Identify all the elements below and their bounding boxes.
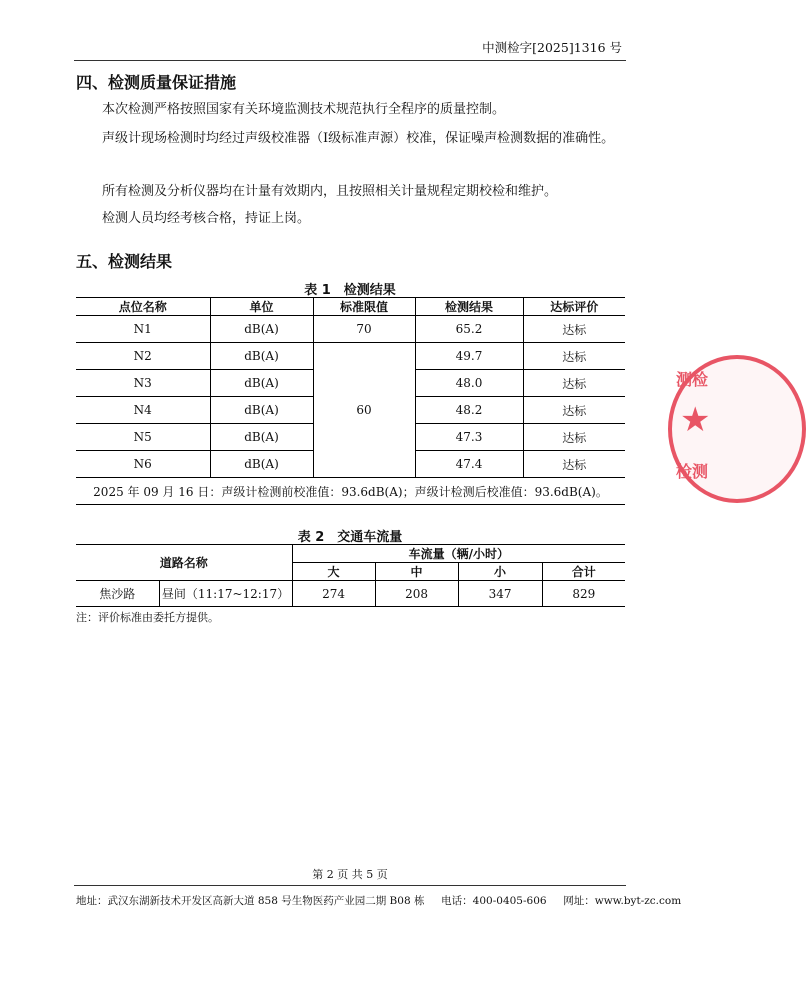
footer-address: 地址：武汉东湖新技术开发区高新大道 858 号生物医药产业园二期 B08 栋 [76, 895, 425, 907]
result-cell: 48.2 [415, 397, 523, 424]
results-table [76, 297, 625, 505]
col-header-large: 大 [292, 563, 375, 581]
result-cell: 47.3 [415, 424, 523, 451]
footer-website: 网址：www.byt-zc.com [563, 895, 682, 907]
limit-cell: 60 [313, 343, 415, 478]
evaluation-cell: 达标 [523, 397, 625, 424]
point-cell: N2 [76, 343, 210, 370]
page-number: 第 2 页 共 5 页 [312, 868, 388, 881]
col-header-result: 检测结果 [415, 298, 523, 316]
table-row [76, 343, 625, 370]
section-4-title: 四、检测质量保证措施 [76, 73, 237, 92]
table-header-row [76, 298, 625, 316]
footer-phone: 电话：400-0405-606 [441, 895, 547, 907]
unit-cell: dB(A) [210, 370, 313, 397]
official-seal [668, 355, 806, 503]
road-name-header: 道路名称 [76, 545, 292, 581]
col-header-unit: 单位 [210, 298, 313, 316]
seal-text-bottom: 检测 [676, 462, 709, 481]
header-divider [74, 60, 626, 61]
table-header-row [76, 545, 625, 563]
result-cell: 47.4 [415, 451, 523, 478]
paragraph-3: 所有检测及分析仪器均在计量有效期内，且按照相关计量规程定期校检和维护。 [102, 184, 558, 199]
evaluation-cell: 达标 [523, 424, 625, 451]
unit-cell: dB(A) [210, 451, 313, 478]
table-2-caption: 表 2 交通车流量 [297, 530, 403, 545]
report-number: 中测检字[2025]1316 号 [482, 40, 622, 55]
col-header-small: 小 [458, 563, 542, 581]
result-cell: 49.7 [415, 343, 523, 370]
calibration-note-row [76, 478, 625, 505]
seal-text-top: 测检 [676, 370, 709, 389]
footer-info [76, 893, 681, 908]
point-cell: N5 [76, 424, 210, 451]
evaluation-footnote: 注：评价标准由委托方提供。 [76, 611, 219, 624]
point-cell: N3 [76, 370, 210, 397]
col-header-total: 合计 [542, 563, 625, 581]
traffic-flow-header: 车流量（辆/小时） [292, 545, 625, 563]
col-header-point: 点位名称 [76, 298, 210, 316]
table-row [76, 581, 625, 607]
paragraph-2: 声级计现场检测时均经过声级校准器（Ⅰ级标准声源）校准，保证噪声检测数据的准确性。 [102, 131, 615, 146]
traffic-table [76, 544, 625, 607]
evaluation-cell: 达标 [523, 343, 625, 370]
evaluation-cell: 达标 [523, 451, 625, 478]
paragraph-1: 本次检测严格按照国家有关环境监测技术规范执行全程序的质量控制。 [102, 102, 506, 117]
section-5-title: 五、检测结果 [76, 252, 173, 271]
unit-cell: dB(A) [210, 343, 313, 370]
unit-cell: dB(A) [210, 397, 313, 424]
unit-cell: dB(A) [210, 424, 313, 451]
result-cell: 48.0 [415, 370, 523, 397]
period-cell: 昼间（11:17~12:17） [159, 581, 292, 607]
evaluation-cell: 达标 [523, 370, 625, 397]
point-cell: N4 [76, 397, 210, 424]
evaluation-cell: 达标 [523, 316, 625, 343]
road-cell: 焦沙路 [99, 587, 136, 601]
small-vehicle-cell: 347 [458, 581, 542, 607]
total-vehicle-cell: 829 [542, 581, 625, 607]
medium-vehicle-cell: 208 [375, 581, 458, 607]
col-header-medium: 中 [375, 563, 458, 581]
star-icon: ★ [680, 400, 711, 440]
footer-divider [74, 885, 626, 886]
col-header-evaluation: 达标评价 [523, 298, 625, 316]
point-cell: N1 [76, 316, 210, 343]
point-cell: N6 [76, 451, 210, 478]
paragraph-4: 检测人员均经考核合格，持证上岗。 [102, 211, 311, 226]
table-1-caption: 表 1 检测结果 [304, 283, 396, 298]
limit-cell: 70 [313, 316, 415, 343]
table-row [76, 316, 625, 343]
result-cell: 65.2 [415, 316, 523, 343]
col-header-limit: 标准限值 [313, 298, 415, 316]
unit-cell: dB(A) [210, 316, 313, 343]
calibration-note: 2025 年 09 月 16 日：声级计检测前校准值：93.6dB(A)；声级计检测后校准值：93.6dB(A)。 [93, 484, 608, 499]
large-vehicle-cell: 274 [292, 581, 375, 607]
